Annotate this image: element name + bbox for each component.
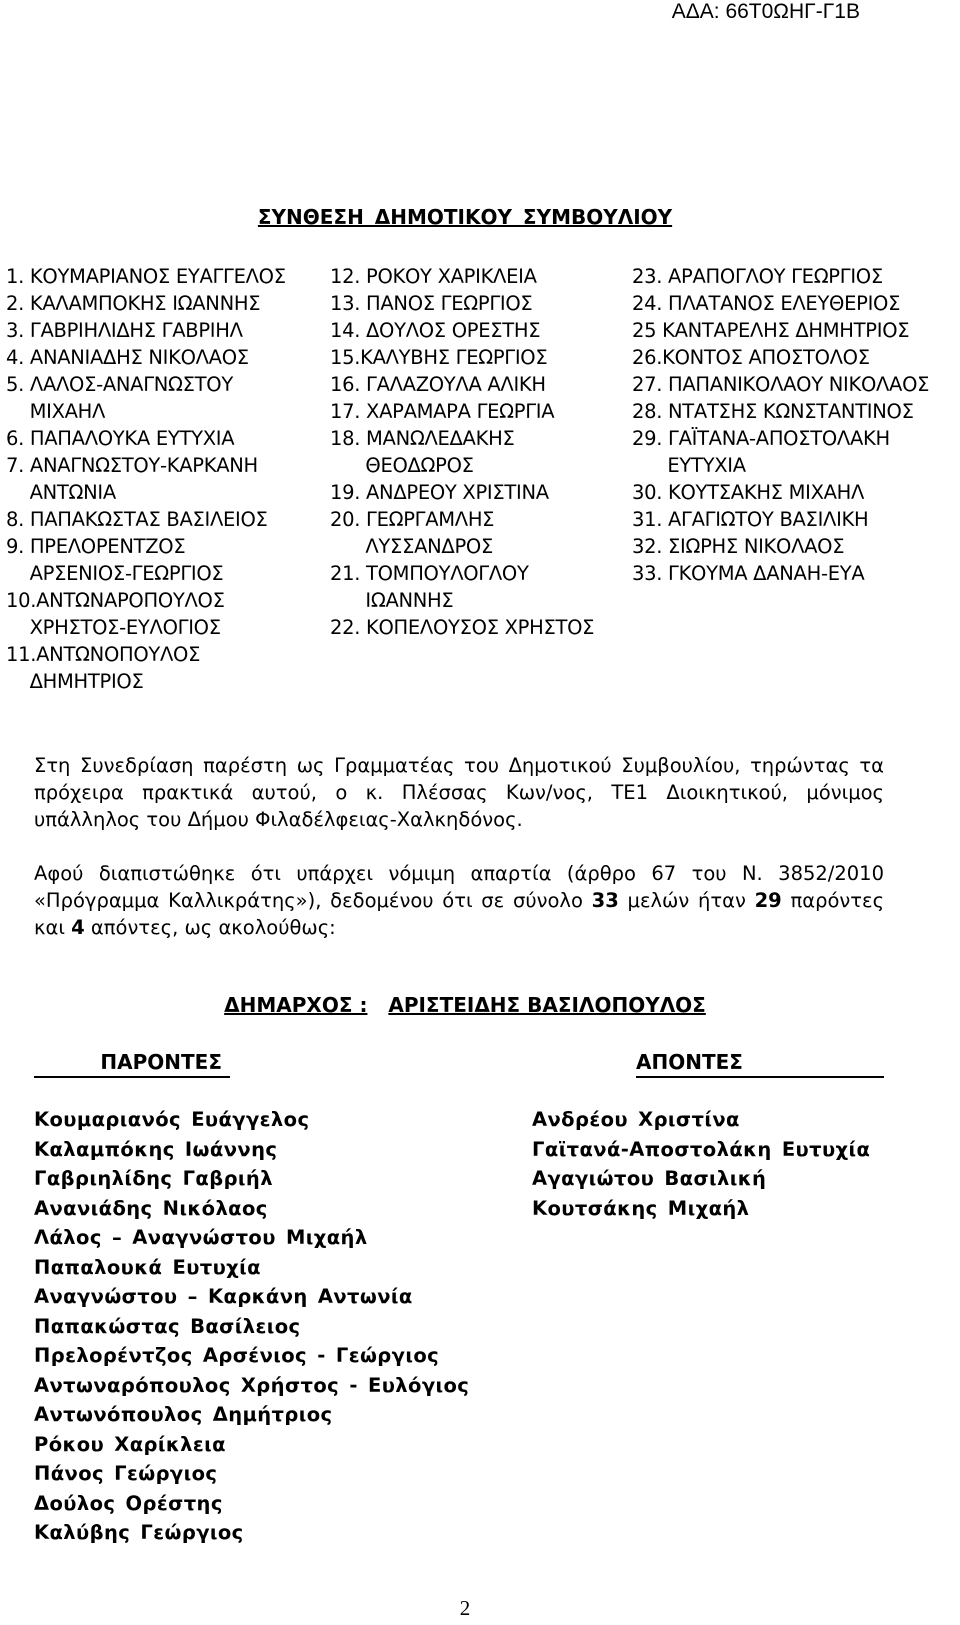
absent-member: Γαϊτανά-Αποστολάκη Ευτυχία [532, 1137, 871, 1161]
council-member: ΑΡΣΕΝΙΟΣ-ΓΕΩΡΓΙΟΣ [6, 562, 224, 585]
present-member: Αναγνώστου – Καρκάνη Αντωνία [34, 1285, 413, 1308]
quorum-paragraph [34, 860, 884, 941]
present-members-count: 29 [754, 889, 782, 912]
total-members-count: 33 [591, 889, 619, 912]
present-heading: ΠΑΡΟΝΤΕΣ [34, 1050, 230, 1078]
council-member: 19. ΑΝΔΡΕΟΥ ΧΡΙΣΤΙΝΑ [330, 481, 549, 504]
absent-member: Αγαγιώτου Βασιλική [532, 1167, 767, 1190]
council-member: 23. ΑΡΑΠΟΓΛΟΥ ΓΕΩΡΓΙΟΣ [632, 265, 883, 288]
absent-heading: ΑΠΟΝΤΕΣ [636, 1050, 884, 1078]
absent-member: Ανδρέου Χριστίνα [532, 1108, 740, 1131]
page-number: 2 [459, 1596, 471, 1620]
council-member: 6. ΠΑΠΑΛΟΥΚΑ ΕΥΤΥΧΙΑ [6, 427, 235, 450]
council-member: ΜΙΧΑΗΛ [6, 400, 106, 423]
council-column-3 [632, 263, 929, 587]
council-member: 3. ΓΑΒΡΙΗΛΙΔΗΣ ΓΑΒΡΙΗΛ [6, 319, 243, 342]
council-member: 4. ΑΝΑΝΙΑΔΗΣ ΝΙΚΟΛΑΟΣ [6, 346, 249, 369]
council-member: 26.ΚΟΝΤΟΣ ΑΠΟΣΤΟΛΟΣ [632, 346, 870, 369]
present-member: Αντωνόπουλος Δημήτριος [34, 1403, 333, 1426]
council-column-1 [6, 263, 286, 695]
council-member: 30. ΚΟΥΤΣΑΚΗΣ ΜΙΧΑΗΛ [632, 481, 865, 504]
quorum-text: απόντες, ως ακολούθως: [84, 916, 336, 939]
present-member: Ανανιάδης Νικόλαος [34, 1196, 268, 1220]
council-member: 14. ΔΟΥΛΟΣ ΟΡΕΣΤΗΣ [330, 319, 541, 342]
present-member: Κουμαριανός Ευάγγελος [34, 1108, 310, 1131]
council-member: 27. ΠΑΠΑΝΙΚΟΛΑΟΥ ΝΙΚΟΛΑΟΣ [632, 373, 930, 396]
council-member: ΘΕΟΔΩΡΟΣ [330, 454, 474, 477]
mayor-name: ΑΡΙΣΤΕΙΔΗΣ ΒΑΣΙΛΟΠΟΥΛΟΣ [388, 993, 706, 1017]
council-member: 9. ΠΡΕΛΟΡΕΝΤΖΟΣ [6, 535, 186, 558]
council-member: ΕΥΤΥΧΙΑ [632, 454, 746, 477]
council-member: 1. ΚΟΥΜΑΡΙΑΝΟΣ ΕΥΑΓΓΕΛΟΣ [6, 265, 286, 288]
present-member: Παπακώστας Βασίλειος [34, 1314, 301, 1338]
council-member: 28. ΝΤΑΤΣΗΣ ΚΩΝΣΤΑΝΤΙΝΟΣ [632, 400, 914, 423]
present-member: Καλαμπόκης Ιωάννης [34, 1137, 278, 1161]
council-member: 24. ΠΛΑΤΑΝΟΣ ΕΛΕΥΘΕΡΙΟΣ [632, 292, 901, 315]
council-member: 7. ΑΝΑΓΝΩΣΤΟΥ-ΚΑΡΚΑΝΗ [6, 454, 258, 477]
absent-member: Κουτσάκης Μιχαήλ [532, 1196, 750, 1220]
present-member: Αντωναρόπουλος Χρήστος - Ευλόγιος [34, 1373, 470, 1397]
council-member: ΑΝΤΩΝΙΑ [6, 481, 116, 504]
council-member: 33. ΓΚΟΥΜΑ ΔΑΝΑΗ-ΕΥΑ [632, 562, 865, 585]
council-member: 12. ΡΟΚΟΥ ΧΑΡΙΚΛΕΙΑ [330, 265, 537, 288]
quorum-text: παρόντες και [34, 889, 885, 939]
council-member: 18. ΜΑΝΩΛΕΔΑΚΗΣ [330, 427, 515, 450]
council-member: 29. ΓΑΪΤΑΝΑ-ΑΠΟΣΤΟΛΑΚΗ [632, 427, 890, 450]
quorum-text: Αφού διαπιστώθηκε ότι υπάρχει νόμιμη απαρτία (άρθρο 67 του Ν. 3852/2010 «Πρόγραμμα Καλλικράτης»), δεδομένου ότι σε σύνολο [34, 862, 884, 912]
council-member: 22. ΚΟΠΕΛΟΥΣΟΣ ΧΡΗΣΤΟΣ [330, 616, 595, 639]
council-member: 11.ΑΝΤΩΝΟΠΟΥΛΟΣ [6, 643, 201, 666]
council-member: ΙΩΑΝΝΗΣ [330, 589, 454, 612]
council-member: ΛΥΣΣΑΝΔΡΟΣ [330, 535, 493, 558]
council-member: 5. ΛΑΛΟΣ-ΑΝΑΓΝΩΣΤΟΥ [6, 373, 233, 396]
present-member: Πρελορέντζος Αρσένιος - Γεώργιος [34, 1344, 440, 1367]
council-member: 8. ΠΑΠΑΚΩΣΤΑΣ ΒΑΣΙΛΕΙΟΣ [6, 508, 268, 531]
council-member: 21. ΤΟΜΠΟΥΛΟΓΛΟΥ [330, 562, 529, 585]
council-member: 25 ΚΑΝΤΑΡΕΛΗΣ ΔΗΜΗΤΡΙΟΣ [632, 319, 910, 342]
council-member: 15.ΚΑΛΥΒΗΣ ΓΕΩΡΓΙΟΣ [330, 346, 548, 369]
present-members-list [34, 1105, 469, 1548]
present-member: Παπαλουκά Ευτυχία [34, 1255, 261, 1279]
council-composition-title: ΣΥΝΘΕΣΗ ΔΗΜΟΤΙΚΟΥ ΣΥΜΒΟΥΛΙΟΥ [257, 205, 673, 229]
present-member: Καλύβης Γεώργιος [34, 1521, 244, 1544]
mayor-label: ΔΗΜΑΡΧΟΣ : [224, 993, 368, 1017]
present-member: Ρόκου Χαρίκλεια [34, 1432, 226, 1456]
present-member: Πάνος Γεώργιος [34, 1462, 218, 1485]
present-member: Δούλος Ορέστης [34, 1491, 223, 1515]
council-member: 17. ΧΑΡΑΜΑΡΑ ΓΕΩΡΓΙΑ [330, 400, 555, 423]
council-column-2 [330, 263, 594, 641]
council-member: ΧΡΗΣΤΟΣ-ΕΥΛΟΓΙΟΣ [6, 616, 221, 639]
council-member: 32. ΣΙΩΡΗΣ ΝΙΚΟΛΑΟΣ [632, 535, 845, 558]
quorum-text: μελών ήταν [618, 889, 755, 912]
council-member: 20. ΓΕΩΡΓΑΜΛΗΣ [330, 508, 495, 531]
ada-code: ΑΔΑ: 66Τ0ΩΗΓ-Γ1Β [671, 0, 860, 23]
secretary-paragraph: Στη Συνεδρίαση παρέστη ως Γραμματέας του Δημοτικού Συμβουλίου, τηρώντας τα πρόχειρα πρακτικά αυτού, ο κ. Πλέσσας Κων/νος, ΤΕ1 Διοικητικού, μόνιμος υπάλληλος του Δήμου Φιλαδέλφειας-Χαλκηδόνος. [34, 754, 884, 831]
council-member: 13. ΠΑΝΟΣ ΓΕΩΡΓΙΟΣ [330, 292, 533, 315]
council-member: 2. ΚΑΛΑΜΠΟΚΗΣ ΙΩΑΝΝΗΣ [6, 292, 261, 315]
present-member: Γαβριηλίδης Γαβριήλ [34, 1167, 273, 1190]
council-member: ΔΗΜΗΤΡΙΟΣ [6, 670, 144, 693]
absent-members-count: 4 [71, 916, 85, 939]
council-member: 16. ΓΑΛΑΖΟΥΛΑ ΑΛΙΚΗ [330, 373, 546, 396]
council-member: 10.ΑΝΤΩΝΑΡΟΠΟΥΛΟΣ [6, 589, 225, 612]
council-member: 31. ΑΓΑΓΙΩΤΟΥ ΒΑΣΙΛΙΚΗ [632, 508, 869, 531]
absent-members-list [532, 1105, 870, 1223]
present-member: Λάλος – Αναγνώστου Μιχαήλ [34, 1226, 368, 1249]
mayor-line [0, 993, 930, 1017]
